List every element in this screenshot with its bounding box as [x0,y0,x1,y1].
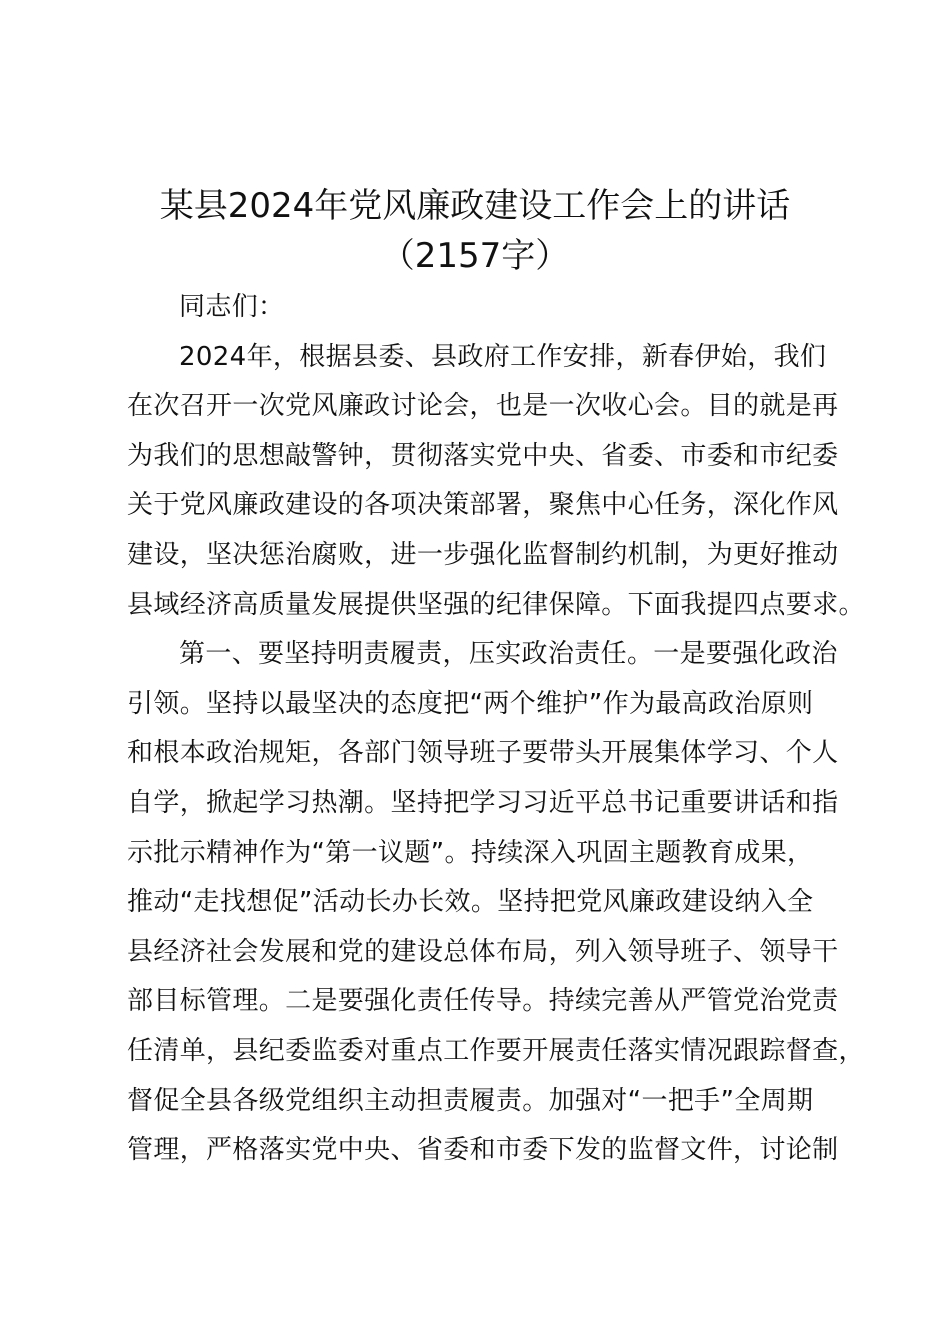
paragraph-line: 关于党风廉政建设的各项决策部署，聚焦中心任务，深化作风 [127,490,839,521]
paragraph-line: 县经济社会发展和党的建设总体布局，列入领导班子、领导干 [127,936,839,967]
paragraph-line: 2024年，根据县委、县政府工作安排，新春伊始，我们 [179,341,827,372]
paragraph-line: 引领。坚持以最坚决的态度把“两个维护”作为最高政治原则 [127,688,814,719]
document-title: 某县2024年党风廉政建设工作会上的讲话 [159,186,791,226]
paragraph-line: 第一、要坚持明责履责，压实政治责任。一是要强化政治 [179,639,838,670]
document-subtitle-word-count: （2157字） [380,236,570,276]
paragraph-line: 推动“走找想促”活动长办长效。坚持把党风廉政建设纳入全 [127,887,814,918]
paragraph-line: 自学，掀起学习热潮。坚持把学习习近平总书记重要讲话和指 [127,787,839,818]
paragraph-line: 部目标管理。二是要强化责任传导。持续完善从严管党治党责 [127,986,839,1017]
paragraph-line: 督促全县各级党组织主动担责履责。加强对“一把手”全周期 [127,1085,814,1116]
paragraph-line: 为我们的思想敲警钟，贯彻落实党中央、省委、市委和市纪委 [127,440,839,471]
paragraph-line: 和根本政治规矩，各部门领导班子要带头开展集体学习、个人 [127,738,839,769]
paragraph-line: 在次召开一次党风廉政讨论会，也是一次收心会。目的就是再 [127,391,839,422]
paragraph-line: 县域经济高质量发展提供坚强的纪律保障。下面我提四点要求。 [127,589,865,620]
paragraph-line: 管理，严格落实党中央、省委和市委下发的监督文件，讨论制 [127,1135,839,1166]
paragraph-line: 示批示精神作为“第一议题”。持续深入巩固主题教育成果， [127,837,814,868]
paragraph-line: 任清单，县纪委监委对重点工作要开展责任落实情况跟踪督查， [127,1035,865,1066]
salutation-line: 同志们： [179,292,285,322]
document-body [127,283,865,1176]
paragraph-line: 建设，坚决惩治腐败，进一步强化监督制约机制，为更好推动 [127,539,839,570]
